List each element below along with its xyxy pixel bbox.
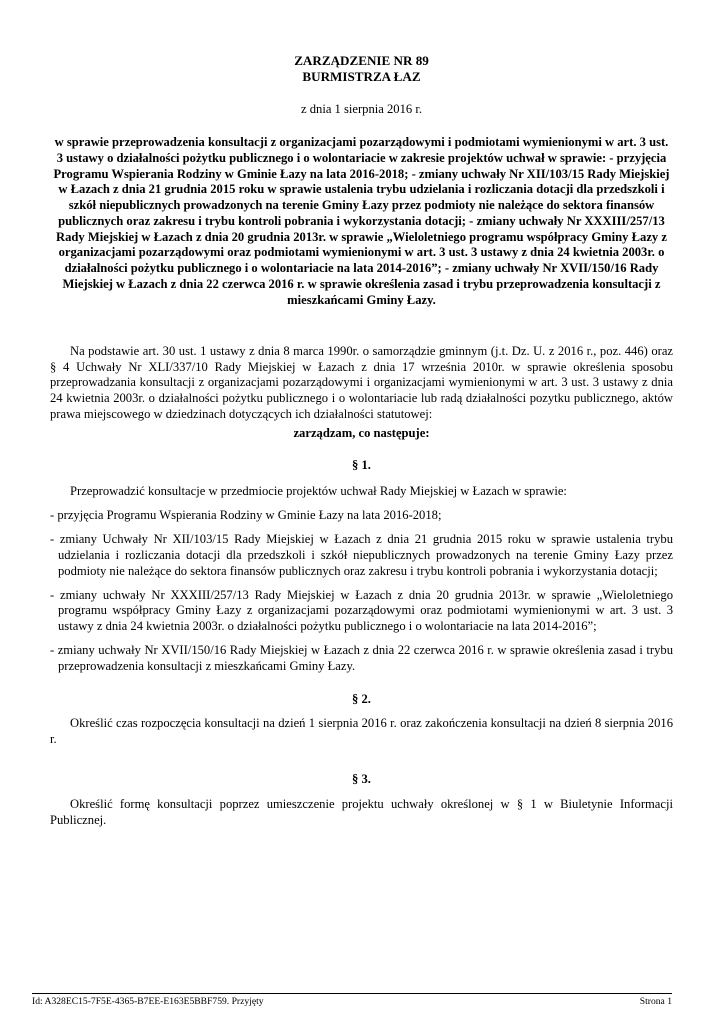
section-3-text: Określić formę konsultacji poprzez umieszczenie projektu uchwały określonej w § 1 w Biuletynie Informacji Publicznej.	[50, 796, 673, 827]
section-1-heading: § 1.	[352, 458, 371, 473]
list-item: - przyjęcia Programu Wspierania Rodziny w Gminie Łazy na lata 2016-2018;	[50, 507, 442, 522]
document-subject: w sprawie przeprowadzenia konsultacji z organizacjami pozarządowymi i podmiotami wymienionymi w art. 3 ust. 3 ustawy o działalności pożytku publicznego i o wolontariacie w zakresie projektów uchwał w sprawie: - przyjęcia Programu Wspierania Rodziny w Gminie Łazy na lata 2016-2018; - zmiany uchwały Nr XII/103/15 Rady Miejskiej w Łazach z dnia 21 grudnia 2015 roku w sprawie ustalenia trybu udzielania i rozliczania dotacji dla przedszkoli i szkół niepublicznych prowadzonych na terenie Gminy Łazy przez podmioty nie należące do sektora finansów publicznych oraz zakresu i trybu kontroli pobrania i wykorzystania dotacji; - zmiany uchwały Nr XXXIII/257/13 Rady Miejskiej w Łazach z dnia 20 grudnia 2013r. w sprawie „Wieloletniego programu współpracy Gminy Łazy z organizacjami pozarządowymi oraz podmiotami wymienionymi w art. 3 ust. 3 ustawy z dnia 24 kwietnia 2003r. o działalności pożytku publicznego i o wolontariacie na lata 2014-2016”; - zmiany uchwały Nr XVII/150/16 Rady Miejskiej w Łazach z dnia 22 czerwca 2016 r. w sprawie określenia zasad i trybu przeprowadzenia konsultacji z mieszkańcami Gminy Łazy.	[53, 134, 670, 307]
page-number: Strona 1	[639, 996, 672, 1007]
page-footer	[32, 996, 672, 1007]
section-2-text: Określić czas rozpoczęcia konsultacji na dzień 1 sierpnia 2016 r. oraz zakończenia konsultacji na dzień 8 sierpnia 2016 r.	[50, 715, 673, 746]
legal-basis-paragraph: Na podstawie art. 30 ust. 1 ustawy z dnia 8 marca 1990r. o samorządzie gminnym (j.t. Dz. U. z 2016 r., poz. 446) oraz § 4 Uchwały Nr XLI/337/10 Rady Miejskiej w Łazach z dnia 17 września 2010r. w sprawie określenia sposobu przeprowadzania konsultacji z organizacjami pozarządowymi i organizacjami wymienionymi w art. 3 ust. 3 ustawy z dnia 24 kwietnia 2003r. o działalności pożytku publicznego i o wolontariacie lub radą działalności pozytku publicznego, aktów prawa miejscowego w dziedzinach dotyczących ich działalności statutowej:	[50, 343, 673, 422]
list-item: - zmiany Uchwały Nr XII/103/15 Rady Miejskiej w Łazach z dnia 21 grudnia 2015 roku w sprawie ustalenia trybu udzielania i rozliczania dotacji dla przedszkoli i szkół niepublicznych prowadzonych na terenie Gminy Łazy przez podmioty nie należące do sektora finansów publicznych oraz zakresu i trybu kontroli pobrania i wykorzystania dotacji;	[50, 531, 673, 578]
section-2-heading: § 2.	[352, 692, 371, 707]
document-id: Id: A328EC15-7F5E-4365-B7EE-E163E5BBF759. Przyjęty	[32, 996, 264, 1007]
title-line-2: BURMISTRZA ŁAZ	[302, 69, 421, 84]
document-date: z dnia 1 sierpnia 2016 r.	[300, 102, 422, 116]
document-page	[50, 53, 673, 829]
document-title	[50, 53, 673, 85]
section-1-intro: Przeprowadzić konsultacje w przedmiocie projektów uchwał Rady Miejskiej w Łazach w sprawie:	[70, 484, 567, 499]
decree-statement: zarządzam, co następuje:	[293, 426, 430, 441]
title-line-1: ZARZĄDZENIE NR 89	[294, 53, 429, 68]
list-item: - zmiany uchwały Nr XXXIII/257/13 Rady Miejskiej w Łazach z dnia 20 grudnia 2013r. w sprawie „Wieloletniego programu współpracy Gminy Łazy z organizacjami pozarządowymi oraz podmiotami wymienionymi w art. 3 ust. 3 ustawy z dnia 24 kwietnia 2003r. o działalności pożytku publicznego i o wolontariacie na lata 2014-2016”;	[50, 587, 673, 634]
footer-divider	[32, 993, 672, 994]
section-3-heading: § 3.	[352, 771, 371, 786]
section-1-list	[50, 508, 673, 675]
list-item: - zmiany uchwały Nr XVII/150/16 Rady Miejskiej w Łazach z dnia 22 czerwca 2016 r. w sprawie określenia zasad i trybu przeprowadzenia konsultacji z mieszkańcami Gminy Łazy.	[50, 643, 673, 674]
